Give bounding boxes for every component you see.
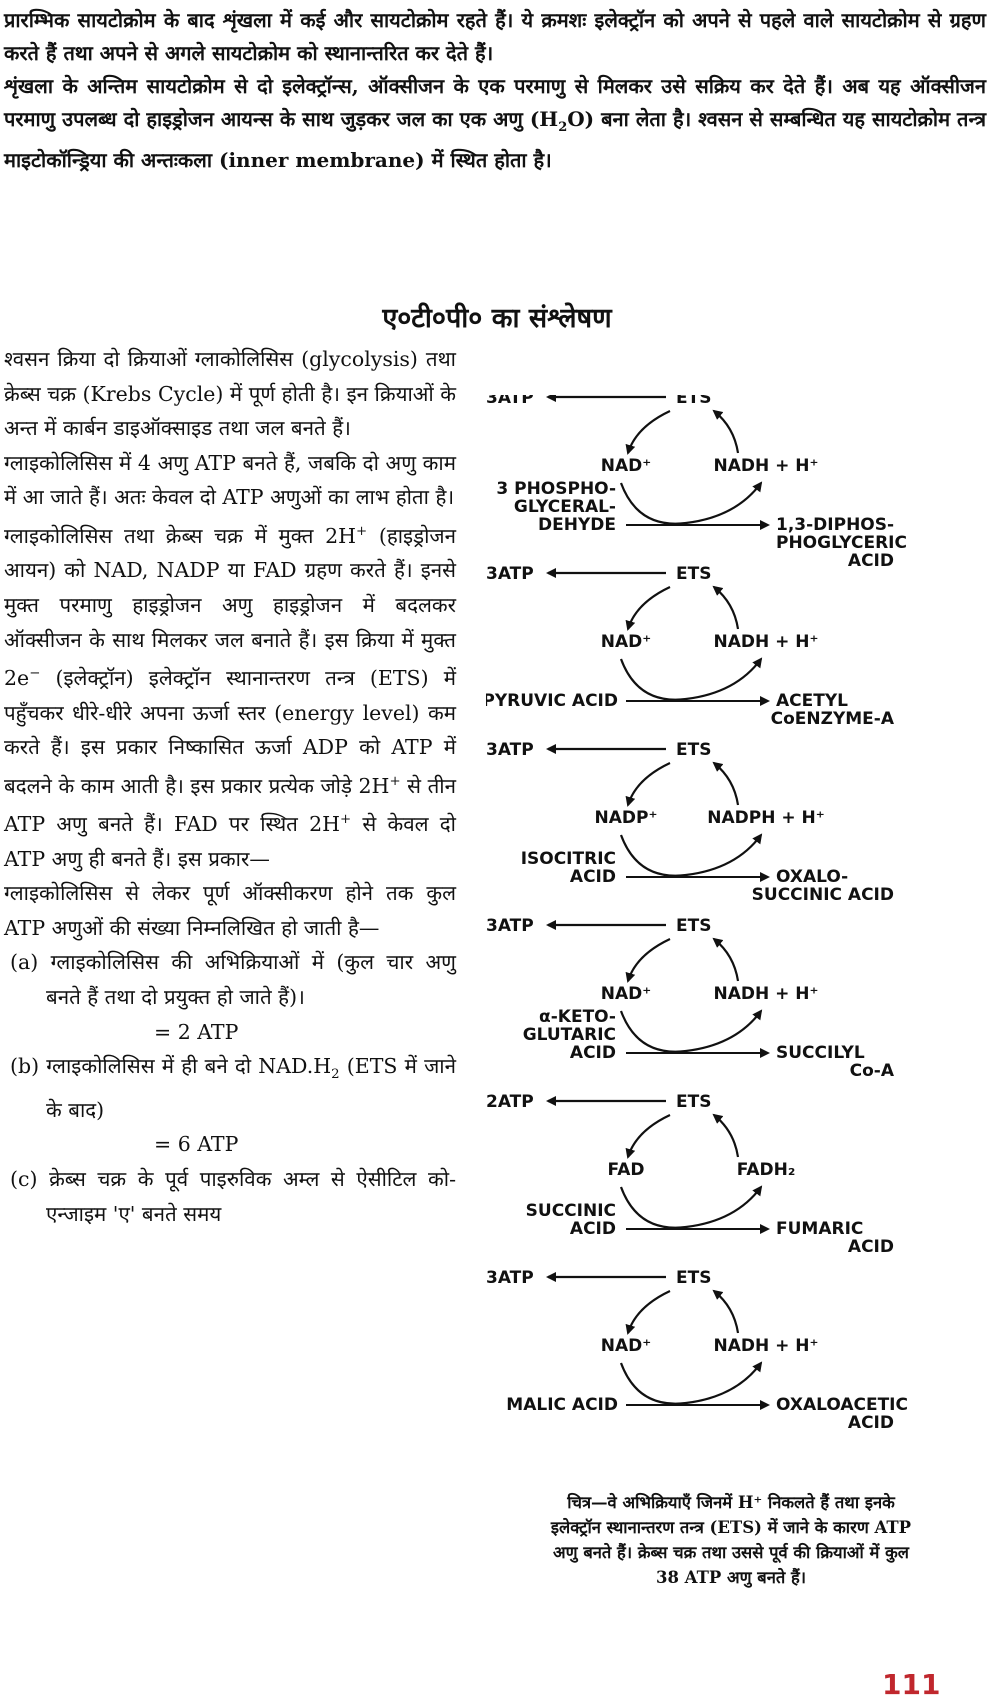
list-item-c: (c) क्रेब्स चक्र के पूर्व पाइरुविक अम्ल से ऐसीटिल को-एन्जाइम 'ए' बनते समय	[10, 1167, 456, 1226]
substrate-label: α-KETO-	[539, 1007, 616, 1027]
cycle-arrow-left	[628, 1115, 670, 1157]
p3-part-b: (हाइड्रोजन आयन) को NAD, NADP या FAD ग्रहण करते हैं। इनसे मुक्त परमाणु हाइड्रोजन अणु हाइड्रोजन में बदलकर ऑक्सीजन के साथ मिलकर जल बनाते हैं। इस क्रिया में मुक्त 2e	[4, 523, 456, 690]
list-item-b	[4, 1049, 456, 1127]
cycle-arrow-left	[628, 939, 670, 981]
atp-label: 3ATP	[486, 740, 534, 760]
carrier-oxidized-label: FAD	[607, 1160, 645, 1180]
product-label: SUCCINIC ACID	[751, 885, 894, 905]
carrier-reduced-label: NADH + H⁺	[713, 1336, 819, 1356]
cycle-arrow-right	[714, 1291, 738, 1333]
reaction-diagram-svg	[486, 395, 994, 1475]
substrate-label: SUCCINIC	[525, 1201, 616, 1221]
list-item-b-result: = 6 ATP	[154, 1132, 239, 1157]
p3-part-d: से तीन ATP अणु बनते हैं। FAD पर स्थित 2H	[4, 773, 456, 837]
carrier-oxidized-label: NAD⁺	[600, 632, 652, 652]
carrier-reduced-label: NADH + H⁺	[713, 984, 819, 1004]
page-number: 111	[882, 1668, 941, 1701]
caption-line-3: अणु बनते हैं। क्रेब्स चक्र तथा उससे पूर्व की क्रियाओं में कुल	[553, 1543, 909, 1562]
ets-label: ETS	[676, 564, 712, 584]
item-b-subscript: 2	[331, 1067, 340, 1083]
product-label: ACID	[847, 1237, 894, 1257]
cycle-arrow-right	[714, 763, 738, 805]
substrate-label: GLYCERAL-	[513, 497, 616, 517]
caption-line-1: चित्र—वे अभिक्रियाएँ जिनमें H⁺ निकलते हैं तथा इनके	[567, 1493, 895, 1512]
carrier-oxidized-label: NADP⁺	[594, 808, 658, 828]
carrier-oxidized-label: NAD⁺	[600, 456, 652, 476]
list-item-a-result: = 2 ATP	[154, 1019, 239, 1044]
p3-part-e: से केवल दो ATP अणु ही बनते हैं। इस प्रकार—	[4, 812, 456, 871]
reduction-arc	[621, 1187, 761, 1228]
cycle-arrow-right	[714, 939, 738, 981]
atp-label: 3ATP	[486, 916, 534, 936]
product-label: OXALOACETIC	[776, 1395, 908, 1415]
atp-label: 3ATP	[486, 395, 534, 408]
atp-label: 2ATP	[486, 1092, 534, 1112]
substrate-label: DEHYDE	[538, 515, 616, 535]
cycle-arrow-right	[714, 1115, 738, 1157]
cycle-arrow-right	[714, 411, 738, 453]
product-label: SUCCILYL	[776, 1043, 865, 1063]
substrate-label: MALIC ACID	[506, 1395, 618, 1415]
list-item-a: (a) ग्लाइकोलिसिस की अभिक्रियाओं में (कुल चार अणु बनते हैं तथा दो प्रयुक्त हो जाते हैं)।	[10, 950, 456, 1009]
product-label: ACID	[847, 551, 894, 571]
body-paragraph-1: श्वसन क्रिया दो क्रियाओं ग्लाकोलिसिस (glycolysis) तथा क्रेब्स चक्र (Krebs Cycle) में पूर्ण होती है। इन क्रियाओं के अन्त में कार्बन डाइऑक्साइड तथा जल बनते हैं।	[4, 347, 456, 441]
ets-label: ETS	[676, 740, 712, 760]
product-label: Co-A	[849, 1061, 894, 1081]
body-paragraph-2: ग्लाइकोलिसिस में 4 अणु ATP बनते हैं, जबकि दो अणु काम में आ जाते हैं। अतः केवल दो ATP अणुओं का लाभ होता है।	[4, 450, 456, 510]
intro-text	[4, 4, 986, 177]
ets-label: ETS	[676, 395, 712, 408]
substrate-label: ACID	[569, 1043, 616, 1063]
carrier-reduced-label: NADH + H⁺	[713, 632, 819, 652]
reduction-arc	[621, 659, 761, 700]
item-b-text: (b) ग्लाइकोलिसिस में ही बने दो NAD.H	[10, 1054, 332, 1079]
substrate-label: ACID	[569, 867, 616, 887]
reduction-arc	[621, 1011, 761, 1052]
ets-label: ETS	[676, 1092, 712, 1112]
item-b-text-end: (ETS में जाने के बाद)	[46, 1054, 456, 1122]
body-text-column	[4, 342, 456, 1231]
product-label: FUMARIC	[776, 1219, 864, 1239]
ets-label: ETS	[676, 916, 712, 936]
atp-label: 3ATP	[486, 564, 534, 584]
substrate-label: GLUTARIC	[522, 1025, 616, 1045]
p3-part-c: (इलेक्ट्रॉन) इलेक्ट्रॉन स्थानान्तरण तन्त्र (ETS) में पहुँचकर धीरे-धीरे अपना ऊर्जा स्तर (energy level) कम करते हैं। इस प्रकार निष्कासित ऊर्जा ADP को ATP में बदलने के काम आती है। इस प्रकार प्रत्येक जोड़े 2H	[4, 666, 456, 798]
carrier-reduced-label: FADH₂	[736, 1160, 796, 1180]
atp-label: 3ATP	[486, 1268, 534, 1288]
substrate-label: ISOCITRIC	[520, 849, 616, 869]
caption-line-2: इलेक्ट्रॉन स्थानान्तरण तन्त्र (ETS) में जाने के कारण ATP	[550, 1518, 912, 1537]
ets-label: ETS	[676, 1268, 712, 1288]
product-label: PHOGLYCERIC	[776, 533, 907, 553]
cycle-arrow-left	[628, 411, 670, 453]
product-label: ACID	[847, 1413, 894, 1433]
section-heading: ए०टी०पी० का संश्लेषण	[382, 303, 612, 334]
figure-caption	[472, 1490, 990, 1590]
intro-p2-text: शृंखला के अन्तिम सायटोक्रोम से दो इलेक्ट्रॉन्स, ऑक्सीजन के एक परमाणु से मिलकर उसे सक्रिय कर देते हैं। अब यह ऑक्सीजन परमाणु उपलब्ध दो हाइड्रोजन आयन्स के साथ जुड़कर जल का एक अणु (H	[4, 74, 986, 131]
body-paragraph-4: ग्लाइकोलिसिस से लेकर पूर्ण ऑक्सीकरण होने तक कुल ATP अणुओं की संख्या निम्नलिखित हो जाती है—	[4, 881, 456, 940]
reduction-arc	[621, 1363, 761, 1404]
reduction-arc	[621, 835, 761, 876]
intro-paragraph-1: प्रारम्भिक सायटोक्रोम के बाद शृंखला में कई और सायटोक्रोम रहते हैं। ये क्रमशः इलेक्ट्रॉन को अपने से पहले वाले सायटोक्रोम से ग्रहण करते हैं तथा अपने से अगले सायटोक्रोम को स्थानान्तरित कर देते हैं।	[4, 8, 986, 65]
cycle-arrow-right	[714, 587, 738, 629]
intro-paragraph-2	[4, 70, 986, 177]
product-label: 1,3-DIPHOS-	[776, 515, 895, 535]
superscript-plus: +	[356, 523, 368, 539]
carrier-oxidized-label: NAD⁺	[600, 984, 652, 1004]
product-label: OXALO-	[776, 867, 849, 887]
intro-p2-subscript: 2	[558, 120, 568, 135]
superscript-plus: +	[340, 812, 352, 828]
cycle-arrow-left	[628, 763, 670, 805]
substrate-label: ACID	[569, 1219, 616, 1239]
caption-line-4: 38 ATP अणु बनते हैं।	[655, 1568, 807, 1587]
carrier-reduced-label: NADH + H⁺	[713, 456, 819, 476]
cycle-arrow-left	[628, 1291, 670, 1333]
superscript-minus: −	[29, 666, 41, 682]
p3-part-a: ग्लाइकोलिसिस तथा क्रेब्स चक्र में मुक्त 2H	[4, 523, 357, 548]
product-label: ACETYL	[776, 691, 848, 711]
reduction-arc	[621, 483, 761, 524]
body-paragraph-3	[4, 515, 456, 876]
atp-reactions-diagram	[486, 395, 994, 1475]
cycle-arrow-left	[628, 587, 670, 629]
superscript-plus: +	[389, 773, 401, 789]
carrier-oxidized-label: NAD⁺	[600, 1336, 652, 1356]
product-label: CoENZYME-A	[770, 709, 894, 729]
carrier-reduced-label: NADPH + H⁺	[707, 808, 825, 828]
substrate-label: PYRUVIC ACID	[486, 691, 618, 711]
intro-p2-text-end: O) बना लेता है। श्वसन से सम्बन्धित यह सायटोक्रोम तन्त्र माइटोकॉन्ड्रिया की अन्तःकला (inner membrane) में स्थित होता है।	[4, 107, 986, 172]
substrate-label: 3 PHOSPHO-	[496, 479, 616, 499]
